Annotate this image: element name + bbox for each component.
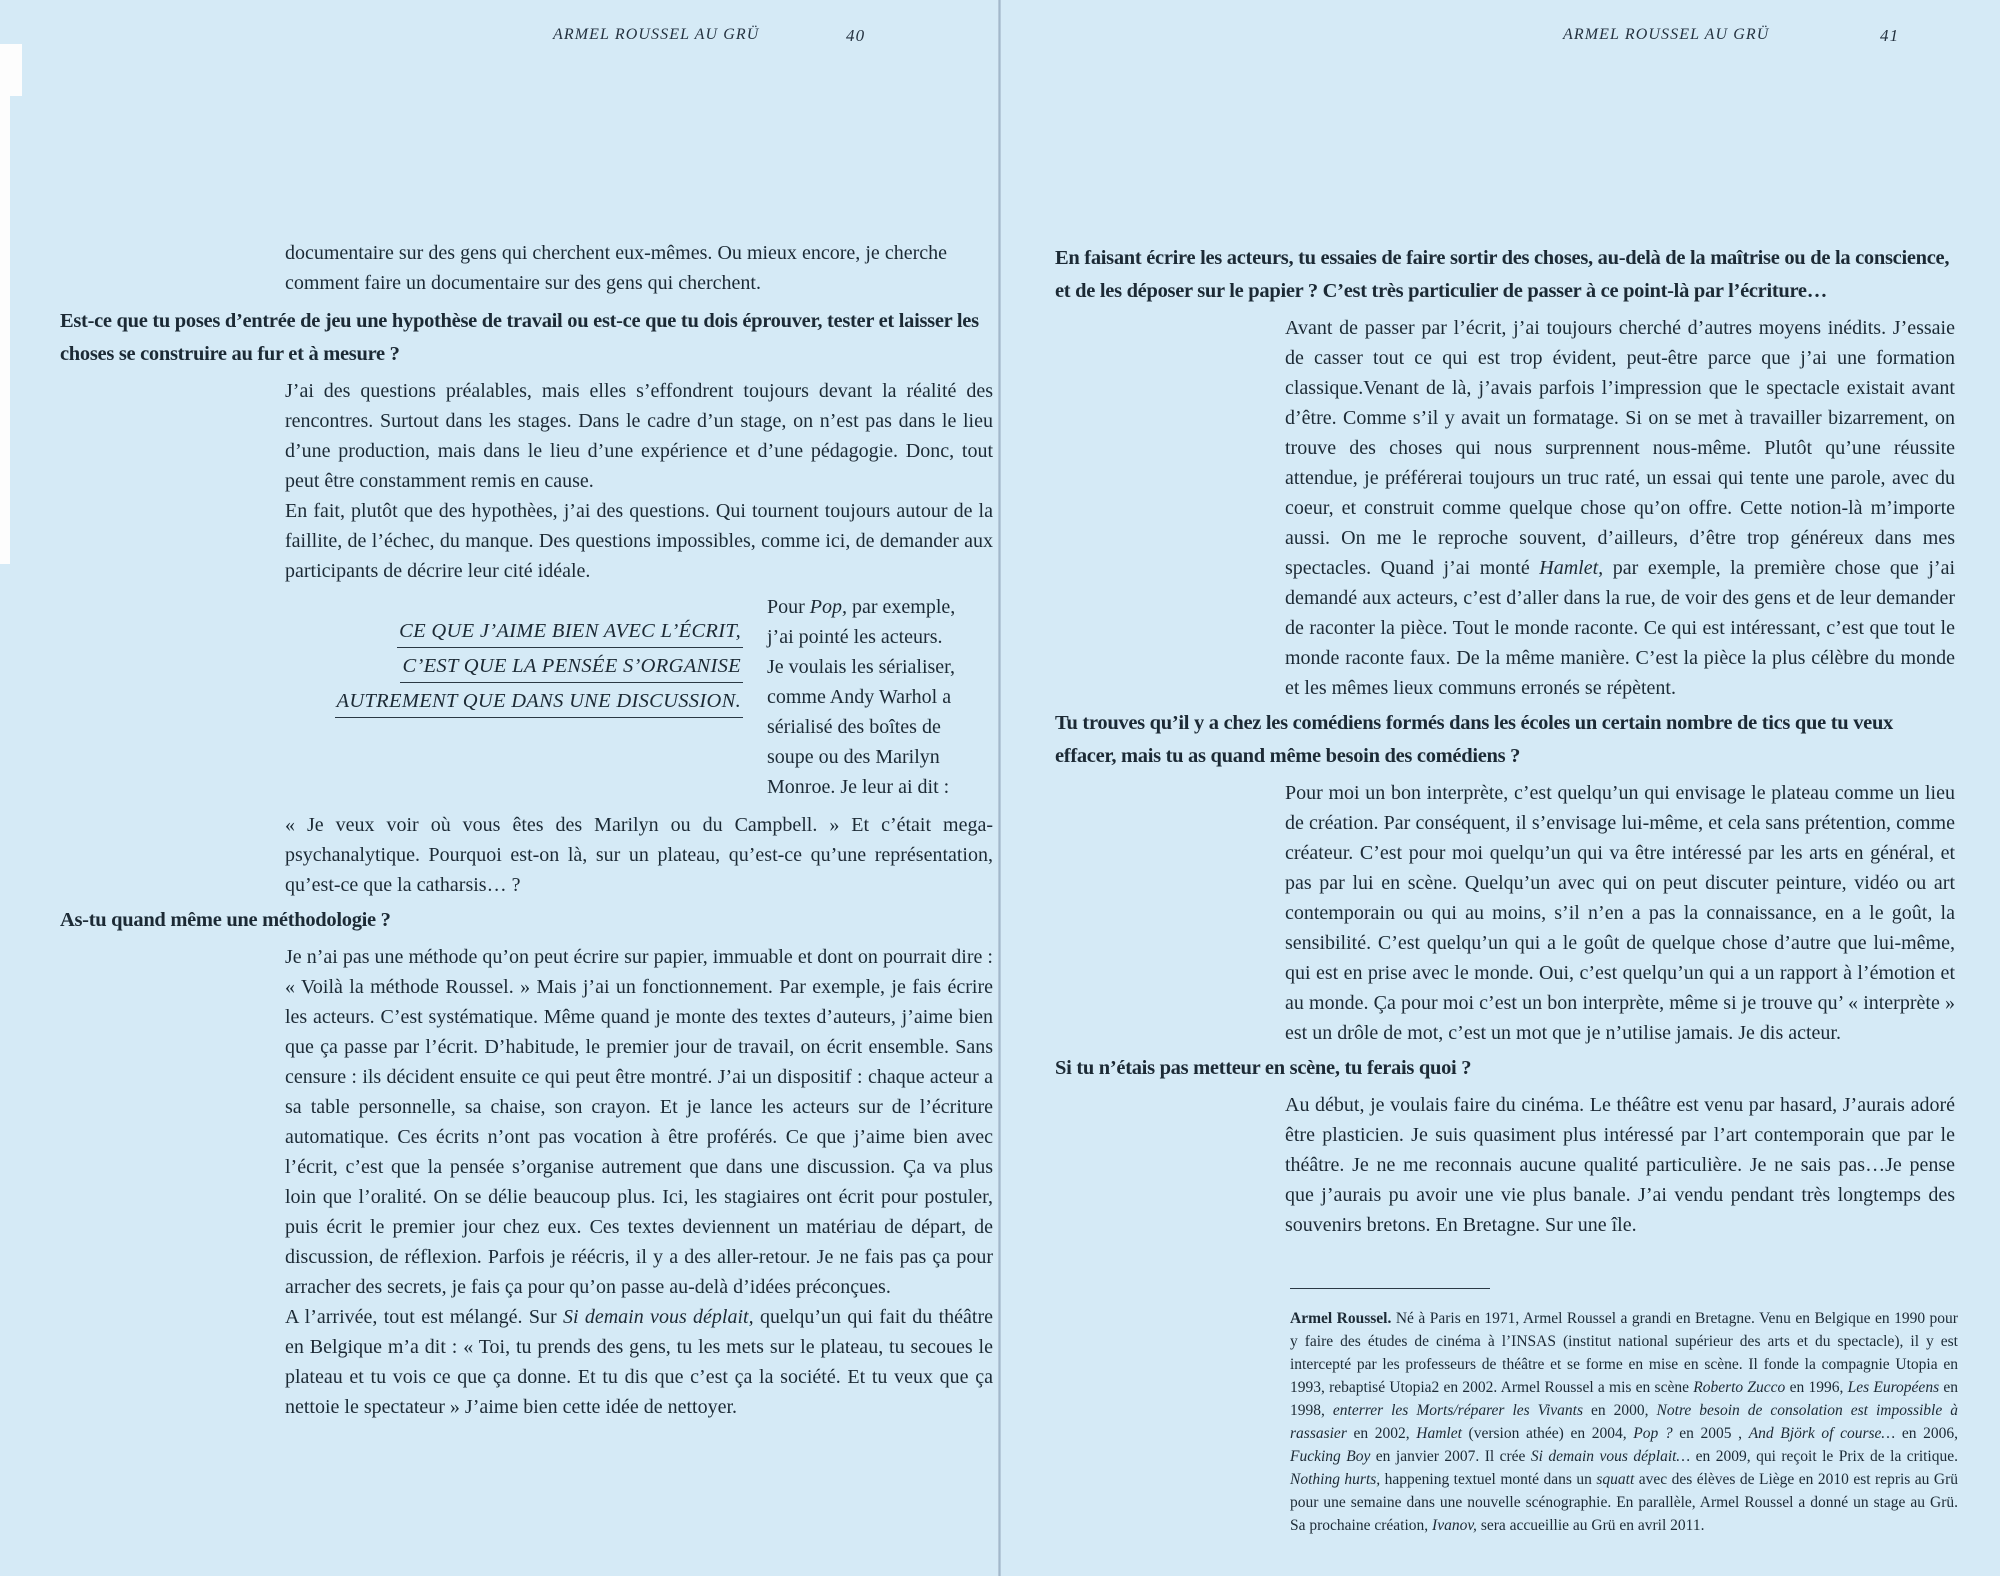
header-title: ARMEL ROUSSEL AU GRÜ — [553, 26, 760, 43]
running-header-left — [0, 26, 1000, 48]
pull-quote-row — [285, 592, 993, 802]
answer-paragraph: En fait, plutôt que des hypothèes, j’ai des questions. Qui tournent toujours autour de la faillite, de l’échec, du manque. Des questions impossibles, comme ici, de demander aux participants de décrire leur cité idéale. — [285, 500, 993, 582]
answer-paragraph: Pour moi un bon interprète, c’est quelqu’un qui envisage le plateau comme un lieu de création. Par conséquent, il s’envisage lui-même, et cela sans prétention, comme créateur. C’est pour moi quelqu’un qui va être intéressé par les arts en général, et pas par lui en scène. Quelqu’un avec qui on peut discuter peinture, vidéo ou art contemporain ou qui au moins, s’il n’en a pas la connaissance, en a le goût, la sensibilité. C’est quelqu’un qui a le goût de quelque chose d’autre que lui-même, qui est en prise avec le monde. Oui, c’est quelqu’un qui a un rapport à l’émotion et au monde. Ça pour moi c’est un bon interprète, même si je trouve qu’ « interprète » est un drôle de mot, c’est un mot que je n’utilise jamais. Je dis acteur. — [1285, 782, 1955, 1044]
interview-question: Est-ce que tu poses d’entrée de jeu une hypothèse de travail ou est-ce que tu dois éprouver, tester et laisser les choses se construire au fur et à mesure ? — [60, 310, 979, 365]
page-number: 40 — [846, 26, 866, 45]
answer-paragraph: Avant de passer par l’écrit, j’ai toujours cherché d’autres moyens inédits. J’essaie de casser tout ce qui est trop évident, peut-être parce que j’ai une formation classique.Venant de là, j’avais parfois l’impression que le spectacle existait avant d’être. Comme s’il y avait un formatage. Si on se met à travailler bizarrement, on trouve des choses qui nous surprennent nous-même. Plutôt qu’une réussite attendue, je préférerai toujours un truc raté, un essai qui tente une parole, avec du coeur, et construit comme quelque chose qu’on offre. Cette notion-là m’importe aussi. On me le reproche souvent, d’ailleurs, d’être trop généreux dans mes spectacles. Quand j’ai monté Hamlet, par exemple, la première chose que j’ai demandé aux acteurs, c’est d’aller dans la rue, de voir des gens et de leur demander de raconter la pièce. Tout le monde raconte. Ce qui est intéressant, c’est que tout le monde raconte faux. De la même manière. C’est la pièce la plus célèbre du monde et les mêmes lieux communs erronés se répètent. — [1285, 317, 1955, 699]
answer-paragraph: J’ai des questions préalables, mais elles s’effondrent toujours devant la réalité des rencontres. Surtout dans les stages. Dans le cadre d’un stage, on n’est pas dans le lieu d’une production, mais dans le lieu d’une expérience et d’une pédagogie. Donc, tout peut être constamment remis en cause. — [285, 380, 993, 492]
interview-question: As-tu quand même une méthodologie ? — [60, 909, 391, 931]
answer-paragraph: A l’arrivée, tout est mélangé. Sur Si demain vous déplait, quelqu’un qui fait du théâtre en Belgique m’a dit : « Toi, tu prends des gens, tu les mets sur le plateau, tu secoues le plateau et tu vois ce que ça donne. Et tu dis que c’est ça la société. Et tu veux que ça nettoie le spectateur » J’aime bien cette idée de nettoyer. — [285, 1306, 993, 1418]
pull-quote-line: C’EST QUE LA PENSÉE S’ORGANISE — [285, 655, 743, 683]
right-page — [1000, 0, 2000, 1576]
biography-note: Armel Roussel. Né à Paris en 1971, Armel Roussel a grandi en Bretagne. Venu en Belgique en 1990 pour y faire des études de cinéma à l’INSAS (institut national supérieur des arts et du spectacle), il y est intercepté par les professeurs de théâtre et se forme en mise en scène. Il fonde la compagnie Utopia en 1993, rebaptisé Utopia2 en 2002. Armel Roussel a mis en scène Roberto Zucco en 1996, Les Européens en 1998, enterrer les Morts/réparer les Vivants en 2000, Notre besoin de consolation est impossible à rassasier en 2002, Hamlet (version athée) en 2004, Pop ? en 2005 , And Björk of course… en 2006, Fucking Boy en janvier 2007. Il crée Si demain vous déplait… en 2009, qui reçoit le Prix de la critique. Nothing hurts, happening textuel monté dans un squatt avec des élèves de Liège en 2010 est repris au Grü pour une semaine dans une nouvelle scénographie. En parallèle, Armel Roussel a donné un stage au Grü. Sa prochaine création, Ivanov, sera accueillie au Grü en avril 2011. — [1290, 1310, 1959, 1534]
running-header-right — [1000, 26, 2000, 48]
answer-paragraph: Je n’ai pas une méthode qu’on peut écrire sur papier, immuable et dont on pourrait dire : « Voilà la méthode Roussel. » Mais j’ai un fonctionnement. Par exemple, je fais écrire les acteurs. C’est systématique. Même quand je monte des textes d’auteurs, j’aime bien que ça passe par l’écrit. D’habitude, le premier jour de travail, on écrit ensemble. Sans censure : ils décident ensuite ce qui peut être montré. J’ai un dispositif : chaque acteur a sa table personnelle, sa chaise, son crayon. Et je lance les acteurs sur de l’écriture automatique. Ces écrits n’ont pas vocation à être proférés. Ce que j’aime bien avec l’écrit, c’est que la pensée s’organise autrement que dans une discussion. Ça va plus loin que l’oralité. On se délie beaucoup plus. Ici, les stagiaires ont écrit pour postuler, puis écrit le premier jour chez eux. Ces textes deviennent un matériau de départ, de discussion, de réflexion. Parfois je réécris, il y a des aller-retour. Je ne fais pas ça pour arracher des secrets, je fais ça pour qu’on passe au-delà d’idées préconçues. — [285, 946, 993, 1298]
answer-paragraph: Au début, je voulais faire du cinéma. Le théâtre est venu par hasard, J’aurais adoré être plasticien. Je suis quasiment plus intéressé par l’art contemporain que par le théâtre. Je ne me reconnais aucune qualité particulière. Je ne sais pas…Je pense que j’aurais pu avoir une vie plus banale. J’ai vendu pendant très longtemps des souvenirs bretons. En Bretagne. Sur une île. — [1285, 1094, 1955, 1236]
right-text-column — [1055, 238, 1959, 1553]
page-number: 41 — [1880, 26, 1900, 45]
bio-divider-rule — [1290, 1288, 1490, 1289]
pull-quote — [285, 620, 743, 802]
left-text-column — [60, 238, 993, 1422]
answer-paragraph: « Je veux voir où vous êtes des Marilyn ou du Campbell. » Et c’était mega-psychanalytique. Pourquoi est-on là, sur un plateau, qu’est-ce qu’une représentation, qu’est-ce que la catharsis… ? — [285, 814, 993, 896]
pull-quote-line: CE QUE J’AIME BIEN AVEC L’ÉCRIT, — [285, 620, 743, 648]
interview-question: Si tu n’étais pas metteur en scène, tu ferais quoi ? — [1055, 1057, 1472, 1079]
header-title: ARMEL ROUSSEL AU GRÜ — [1563, 26, 1770, 43]
pull-quote-line: AUTREMENT QUE DANS UNE DISCUSSION. — [285, 690, 743, 718]
side-note-paragraph: Pour Pop, par exemple, j’ai pointé les acteurs. Je voulais les sérialiser, comme Andy Warhol a sérialisé des boîtes de soupe ou des Marilyn Monroe. Je leur ai dit : — [767, 596, 956, 798]
interview-question: En faisant écrire les acteurs, tu essaies de faire sortir des choses, au-delà de la maîtrise ou de la conscience, et de les déposer sur le papier ? C’est très particulier de passer à ce point-là par l’écriture… — [1055, 247, 1950, 302]
interview-question: Tu trouves qu’il y a chez les comédiens formés dans les écoles un certain nombre de tics que tu veux effacer, mais tu as quand même besoin des comédiens ? — [1055, 712, 1893, 767]
continuation-paragraph: documentaire sur des gens qui cherchent eux-mêmes. Ou mieux encore, je cherche comment faire un documentaire sur des gens qui cherchent. — [285, 242, 947, 294]
